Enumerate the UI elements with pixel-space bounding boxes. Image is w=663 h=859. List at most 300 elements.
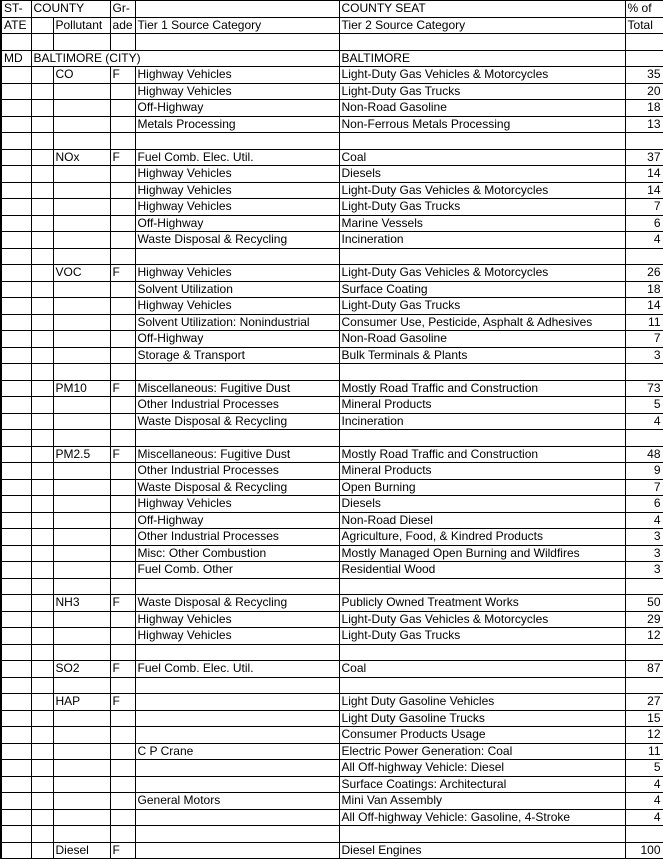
state-cell <box>1 232 31 249</box>
pollutant-cell <box>53 133 110 150</box>
pollutant-cell <box>53 545 110 562</box>
state-cell <box>1 562 31 579</box>
pct-cell: 7 <box>625 199 663 216</box>
grade-cell <box>110 578 135 595</box>
tier1-cell <box>135 248 339 265</box>
table-row <box>1 727 663 744</box>
header-total: Total <box>625 17 663 34</box>
pollutant-cell <box>53 83 110 100</box>
state-cell <box>1 397 31 414</box>
county-cell <box>31 512 53 529</box>
pct-cell: 5 <box>625 397 663 414</box>
grade-cell <box>110 793 135 810</box>
grade-cell <box>110 479 135 496</box>
table-row <box>1 578 663 595</box>
tier1-cell <box>135 826 339 843</box>
state-cell <box>1 100 31 117</box>
state-cell <box>1 116 31 133</box>
pollutant-cell <box>53 166 110 183</box>
grade-cell <box>110 760 135 777</box>
table-row <box>1 215 663 232</box>
tier2-cell: Light-Duty Gas Trucks <box>339 628 625 645</box>
tier1-cell: Fuel Comb. Elec. Util. <box>135 661 339 678</box>
tier1-cell: Highway Vehicles <box>135 166 339 183</box>
state-cell <box>1 149 31 166</box>
table-row <box>1 545 663 562</box>
tier2-cell: Light-Duty Gas Vehicles & Motorcycles <box>339 182 625 199</box>
tier2-cell <box>339 133 625 150</box>
tier1-cell: Miscellaneous: Fugitive Dust <box>135 446 339 463</box>
table-row <box>1 512 663 529</box>
pollutant-cell: PM10 <box>53 380 110 397</box>
pct-cell: 50 <box>625 595 663 612</box>
pollutant-cell <box>53 248 110 265</box>
pct-cell: 35 <box>625 67 663 84</box>
table-row <box>1 479 663 496</box>
grade-cell <box>110 215 135 232</box>
pct-cell <box>625 430 663 447</box>
grade-cell: F <box>110 661 135 678</box>
tier2-cell: Mineral Products <box>339 397 625 414</box>
grade-cell <box>110 496 135 513</box>
tier1-cell: Highway Vehicles <box>135 298 339 315</box>
county-cell <box>31 743 53 760</box>
state-cell <box>1 199 31 216</box>
state-cell <box>1 364 31 381</box>
tier1-cell: Waste Disposal & Recycling <box>135 479 339 496</box>
tier1-cell: Waste Disposal & Recycling <box>135 232 339 249</box>
county-cell <box>31 232 53 249</box>
tier1-cell: Waste Disposal & Recycling <box>135 413 339 430</box>
pct-cell <box>625 364 663 381</box>
pollutant-cell <box>53 793 110 810</box>
pollutant-cell <box>53 364 110 381</box>
state-cell <box>1 529 31 546</box>
pct-cell: 4 <box>625 809 663 826</box>
grade-cell <box>110 83 135 100</box>
pct-cell: 11 <box>625 743 663 760</box>
tier2-cell: Mineral Products <box>339 463 625 480</box>
state-cell <box>1 512 31 529</box>
grade-cell <box>110 413 135 430</box>
pollutant-cell: CO <box>53 67 110 84</box>
table-row <box>1 232 663 249</box>
state-cell <box>1 760 31 777</box>
pct-cell <box>625 578 663 595</box>
tier2-cell: Light-Duty Gas Vehicles & Motorcycles <box>339 265 625 282</box>
pct-cell: 12 <box>625 727 663 744</box>
pct-cell: 3 <box>625 545 663 562</box>
state-cell <box>1 83 31 100</box>
location-row <box>1 50 663 67</box>
county-cell <box>31 116 53 133</box>
pct-cell: 3 <box>625 347 663 364</box>
table-row <box>1 496 663 513</box>
state-cell <box>1 710 31 727</box>
tier1-cell: Miscellaneous: Fugitive Dust <box>135 380 339 397</box>
table-row <box>1 644 663 661</box>
county-cell <box>31 809 53 826</box>
table-row <box>1 331 663 348</box>
tier1-cell: Off-Highway <box>135 331 339 348</box>
grade-cell <box>110 611 135 628</box>
header-grade: Gr- <box>110 1 135 18</box>
grade-cell <box>110 677 135 694</box>
tier1-cell <box>135 644 339 661</box>
tier1-cell: Fuel Comb. Elec. Util. <box>135 149 339 166</box>
county-cell <box>31 727 53 744</box>
pollutant-cell <box>53 100 110 117</box>
county-cell <box>31 677 53 694</box>
table-row <box>1 116 663 133</box>
tier2-cell: Mostly Road Traffic and Construction <box>339 446 625 463</box>
county-cell <box>31 446 53 463</box>
pollutant-cell <box>53 727 110 744</box>
grade-cell <box>110 512 135 529</box>
grade-cell <box>110 826 135 843</box>
table-row <box>1 743 663 760</box>
grade-cell <box>110 166 135 183</box>
state-cell <box>1 380 31 397</box>
pollutant-cell <box>53 199 110 216</box>
pollutant-cell <box>53 479 110 496</box>
county-cell <box>31 100 53 117</box>
grade-cell <box>110 298 135 315</box>
grade-cell <box>110 133 135 150</box>
state-cell <box>1 727 31 744</box>
pct-cell: 14 <box>625 298 663 315</box>
pct-cell: 100 <box>625 842 663 859</box>
pct-cell: 3 <box>625 562 663 579</box>
tier1-cell <box>135 760 339 777</box>
tier1-cell: Highway Vehicles <box>135 182 339 199</box>
table-row <box>1 265 663 282</box>
pct-cell: 29 <box>625 611 663 628</box>
tier1-cell <box>135 430 339 447</box>
grade-cell <box>110 347 135 364</box>
tier2-cell: Light-Duty Gas Trucks <box>339 298 625 315</box>
grade-cell: F <box>110 842 135 859</box>
table-row <box>1 397 663 414</box>
grade-cell <box>110 628 135 645</box>
tier2-cell: Consumer Use, Pesticide, Asphalt & Adhesives <box>339 314 625 331</box>
blank-cell <box>53 34 110 51</box>
table-row <box>1 463 663 480</box>
pollutant-cell <box>53 562 110 579</box>
state-cell <box>1 133 31 150</box>
county-cell <box>31 215 53 232</box>
county-cell <box>31 545 53 562</box>
pollutant-cell: HAP <box>53 694 110 711</box>
pct-cell <box>625 644 663 661</box>
header-grade-2: ade <box>110 17 135 34</box>
pollutant-cell <box>53 430 110 447</box>
grade-cell <box>110 529 135 546</box>
county-cell <box>31 661 53 678</box>
grade-cell: F <box>110 67 135 84</box>
county-cell <box>31 479 53 496</box>
state-cell <box>1 793 31 810</box>
tier2-cell: Surface Coating <box>339 281 625 298</box>
tier2-cell: Light-Duty Gas Vehicles & Motorcycles <box>339 611 625 628</box>
table-row <box>1 67 663 84</box>
tier1-cell: Highway Vehicles <box>135 83 339 100</box>
tier2-cell: Publicly Owned Treatment Works <box>339 595 625 612</box>
state-cell <box>1 430 31 447</box>
tier1-cell: Off-Highway <box>135 215 339 232</box>
pollutant-cell <box>53 578 110 595</box>
grade-cell <box>110 463 135 480</box>
pollutant-cell <box>53 232 110 249</box>
grade-cell <box>110 100 135 117</box>
pollutant-cell <box>53 710 110 727</box>
county-cell <box>31 529 53 546</box>
pct-cell: 9 <box>625 463 663 480</box>
county-cell <box>31 562 53 579</box>
tier2-cell: Open Burning <box>339 479 625 496</box>
blank-cell <box>339 34 625 51</box>
pct-cell: 4 <box>625 793 663 810</box>
table-row <box>1 710 663 727</box>
grade-cell <box>110 644 135 661</box>
pollutant-cell <box>53 496 110 513</box>
table-row <box>1 314 663 331</box>
pct-cell: 48 <box>625 446 663 463</box>
pollutant-cell <box>53 809 110 826</box>
grade-cell <box>110 281 135 298</box>
table-row <box>1 611 663 628</box>
tier2-cell: Consumer Products Usage <box>339 727 625 744</box>
county-cell <box>31 760 53 777</box>
tier2-cell: Light Duty Gasoline Trucks <box>339 710 625 727</box>
tier2-cell: Non-Road Diesel <box>339 512 625 529</box>
pct-cell: 7 <box>625 479 663 496</box>
table-row <box>1 809 663 826</box>
pct-cell: 4 <box>625 413 663 430</box>
state-cell <box>1 628 31 645</box>
pct-cell: 26 <box>625 265 663 282</box>
grade-cell: F <box>110 265 135 282</box>
pct-cell: 14 <box>625 182 663 199</box>
tier2-cell: Bulk Terminals & Plants <box>339 347 625 364</box>
table-row <box>1 166 663 183</box>
grade-cell <box>110 545 135 562</box>
county-cell <box>31 611 53 628</box>
tier2-cell: Surface Coatings: Architectural <box>339 776 625 793</box>
table-row <box>1 661 663 678</box>
tier2-cell: Mini Van Assembly <box>339 793 625 810</box>
tier1-cell: Waste Disposal & Recycling <box>135 595 339 612</box>
tier1-cell: Misc: Other Combustion <box>135 545 339 562</box>
tier2-cell: Non-Ferrous Metals Processing <box>339 116 625 133</box>
header-pollutant: Pollutant <box>53 17 110 34</box>
tier2-cell <box>339 364 625 381</box>
county-cell <box>31 776 53 793</box>
table-row <box>1 347 663 364</box>
county-cell <box>31 578 53 595</box>
tier1-cell: Off-Highway <box>135 512 339 529</box>
table-row <box>1 83 663 100</box>
grade-cell: F <box>110 149 135 166</box>
blank-cell <box>1 34 31 51</box>
grade-cell <box>110 199 135 216</box>
tier2-cell <box>339 248 625 265</box>
grade-cell <box>110 809 135 826</box>
tier2-cell: Light-Duty Gas Vehicles & Motorcycles <box>339 67 625 84</box>
tier1-cell: Solvent Utilization <box>135 281 339 298</box>
header-tier1-blank <box>135 1 339 18</box>
header-state-2: ATE <box>1 17 31 34</box>
table-row <box>1 529 663 546</box>
county-cell <box>31 710 53 727</box>
grade-cell: F <box>110 446 135 463</box>
table-row <box>1 677 663 694</box>
tier1-cell: Other Industrial Processes <box>135 397 339 414</box>
tier2-cell: Agriculture, Food, & Kindred Products <box>339 529 625 546</box>
tier1-cell <box>135 776 339 793</box>
state-cell <box>1 611 31 628</box>
tier2-cell <box>339 578 625 595</box>
pct-cell <box>625 826 663 843</box>
county-cell <box>31 380 53 397</box>
tier1-cell: Highway Vehicles <box>135 67 339 84</box>
grade-cell <box>110 182 135 199</box>
table-row <box>1 413 663 430</box>
state-cell <box>1 479 31 496</box>
tier2-cell: All Off-highway Vehicle: Diesel <box>339 760 625 777</box>
header-pct: % of <box>625 1 663 18</box>
table-row <box>1 364 663 381</box>
grade-cell <box>110 232 135 249</box>
state-cell <box>1 446 31 463</box>
pct-cell: 87 <box>625 661 663 678</box>
tier2-cell: Incineration <box>339 413 625 430</box>
state-cell <box>1 347 31 364</box>
state-cell <box>1 67 31 84</box>
county-cell <box>31 694 53 711</box>
county-cell: BALTIMORE (CITY) <box>31 50 339 67</box>
grade-cell: F <box>110 694 135 711</box>
pct-cell <box>625 133 663 150</box>
tier1-cell: Fuel Comb. Other <box>135 562 339 579</box>
state-cell <box>1 545 31 562</box>
header-tier1: Tier 1 Source Category <box>135 17 339 34</box>
table-row <box>1 281 663 298</box>
table-row <box>1 199 663 216</box>
county-cell <box>31 133 53 150</box>
header-state: ST- <box>1 1 31 18</box>
pct-cell: 18 <box>625 100 663 117</box>
tier1-cell: Highway Vehicles <box>135 199 339 216</box>
pct-cell: 37 <box>625 149 663 166</box>
pollutant-cell: SO2 <box>53 661 110 678</box>
tier1-cell <box>135 578 339 595</box>
pct-cell: 4 <box>625 232 663 249</box>
tier1-cell <box>135 842 339 859</box>
table-row <box>1 826 663 843</box>
state-cell <box>1 281 31 298</box>
tier2-cell: Light Duty Gasoline Vehicles <box>339 694 625 711</box>
grade-cell <box>110 314 135 331</box>
header-county: COUNTY <box>31 1 110 18</box>
header-row-2 <box>1 17 663 34</box>
grade-cell <box>110 776 135 793</box>
pct-cell: 3 <box>625 529 663 546</box>
pct-cell: 5 <box>625 760 663 777</box>
county-cell <box>31 166 53 183</box>
pollutant-cell <box>53 281 110 298</box>
pollutant-cell <box>53 397 110 414</box>
pollutant-cell <box>53 314 110 331</box>
tier2-cell: Non-Road Gasoline <box>339 331 625 348</box>
tier2-cell: Coal <box>339 661 625 678</box>
table-row <box>1 793 663 810</box>
tier2-cell: Marine Vessels <box>339 215 625 232</box>
pollutant-cell <box>53 743 110 760</box>
state-cell <box>1 842 31 859</box>
pollutant-cell <box>53 182 110 199</box>
county-cell <box>31 595 53 612</box>
county-cell <box>31 83 53 100</box>
tier1-cell: Metals Processing <box>135 116 339 133</box>
pollutant-cell: NH3 <box>53 595 110 612</box>
pct-cell <box>625 248 663 265</box>
pollutant-cell <box>53 347 110 364</box>
county-cell <box>31 67 53 84</box>
state-cell <box>1 826 31 843</box>
grade-cell <box>110 331 135 348</box>
state-cell <box>1 331 31 348</box>
pct-cell: 18 <box>625 281 663 298</box>
table-row <box>1 133 663 150</box>
pct-cell: 6 <box>625 496 663 513</box>
spacer-row <box>1 34 663 51</box>
table-row <box>1 694 663 711</box>
pct-cell: 20 <box>625 83 663 100</box>
pct-cell: 27 <box>625 694 663 711</box>
tier1-cell: Highway Vehicles <box>135 611 339 628</box>
county-cell <box>31 149 53 166</box>
pollutant-cell: PM2.5 <box>53 446 110 463</box>
tier2-cell <box>339 644 625 661</box>
pollutant-cell <box>53 331 110 348</box>
tier2-cell: Incineration <box>339 232 625 249</box>
tier1-cell <box>135 677 339 694</box>
state-cell <box>1 166 31 183</box>
state-cell <box>1 743 31 760</box>
grade-cell <box>110 116 135 133</box>
blank-cell <box>110 34 135 51</box>
header-row-1 <box>1 1 663 18</box>
county-cell <box>31 842 53 859</box>
tier2-cell: Non-Road Gasoline <box>339 100 625 117</box>
state-cell <box>1 809 31 826</box>
state-cell <box>1 578 31 595</box>
tier2-cell: Residential Wood <box>339 562 625 579</box>
county-seat-cell: BALTIMORE <box>339 50 625 67</box>
state-cell <box>1 677 31 694</box>
tier1-cell <box>135 694 339 711</box>
county-cell <box>31 826 53 843</box>
pollutant-cell <box>53 413 110 430</box>
tier2-cell: Electric Power Generation: Coal <box>339 743 625 760</box>
county-cell <box>31 364 53 381</box>
pollutant-cell <box>53 215 110 232</box>
blank-cell <box>625 50 663 67</box>
blank-cell <box>135 34 339 51</box>
table-row <box>1 248 663 265</box>
blank-cell <box>625 34 663 51</box>
